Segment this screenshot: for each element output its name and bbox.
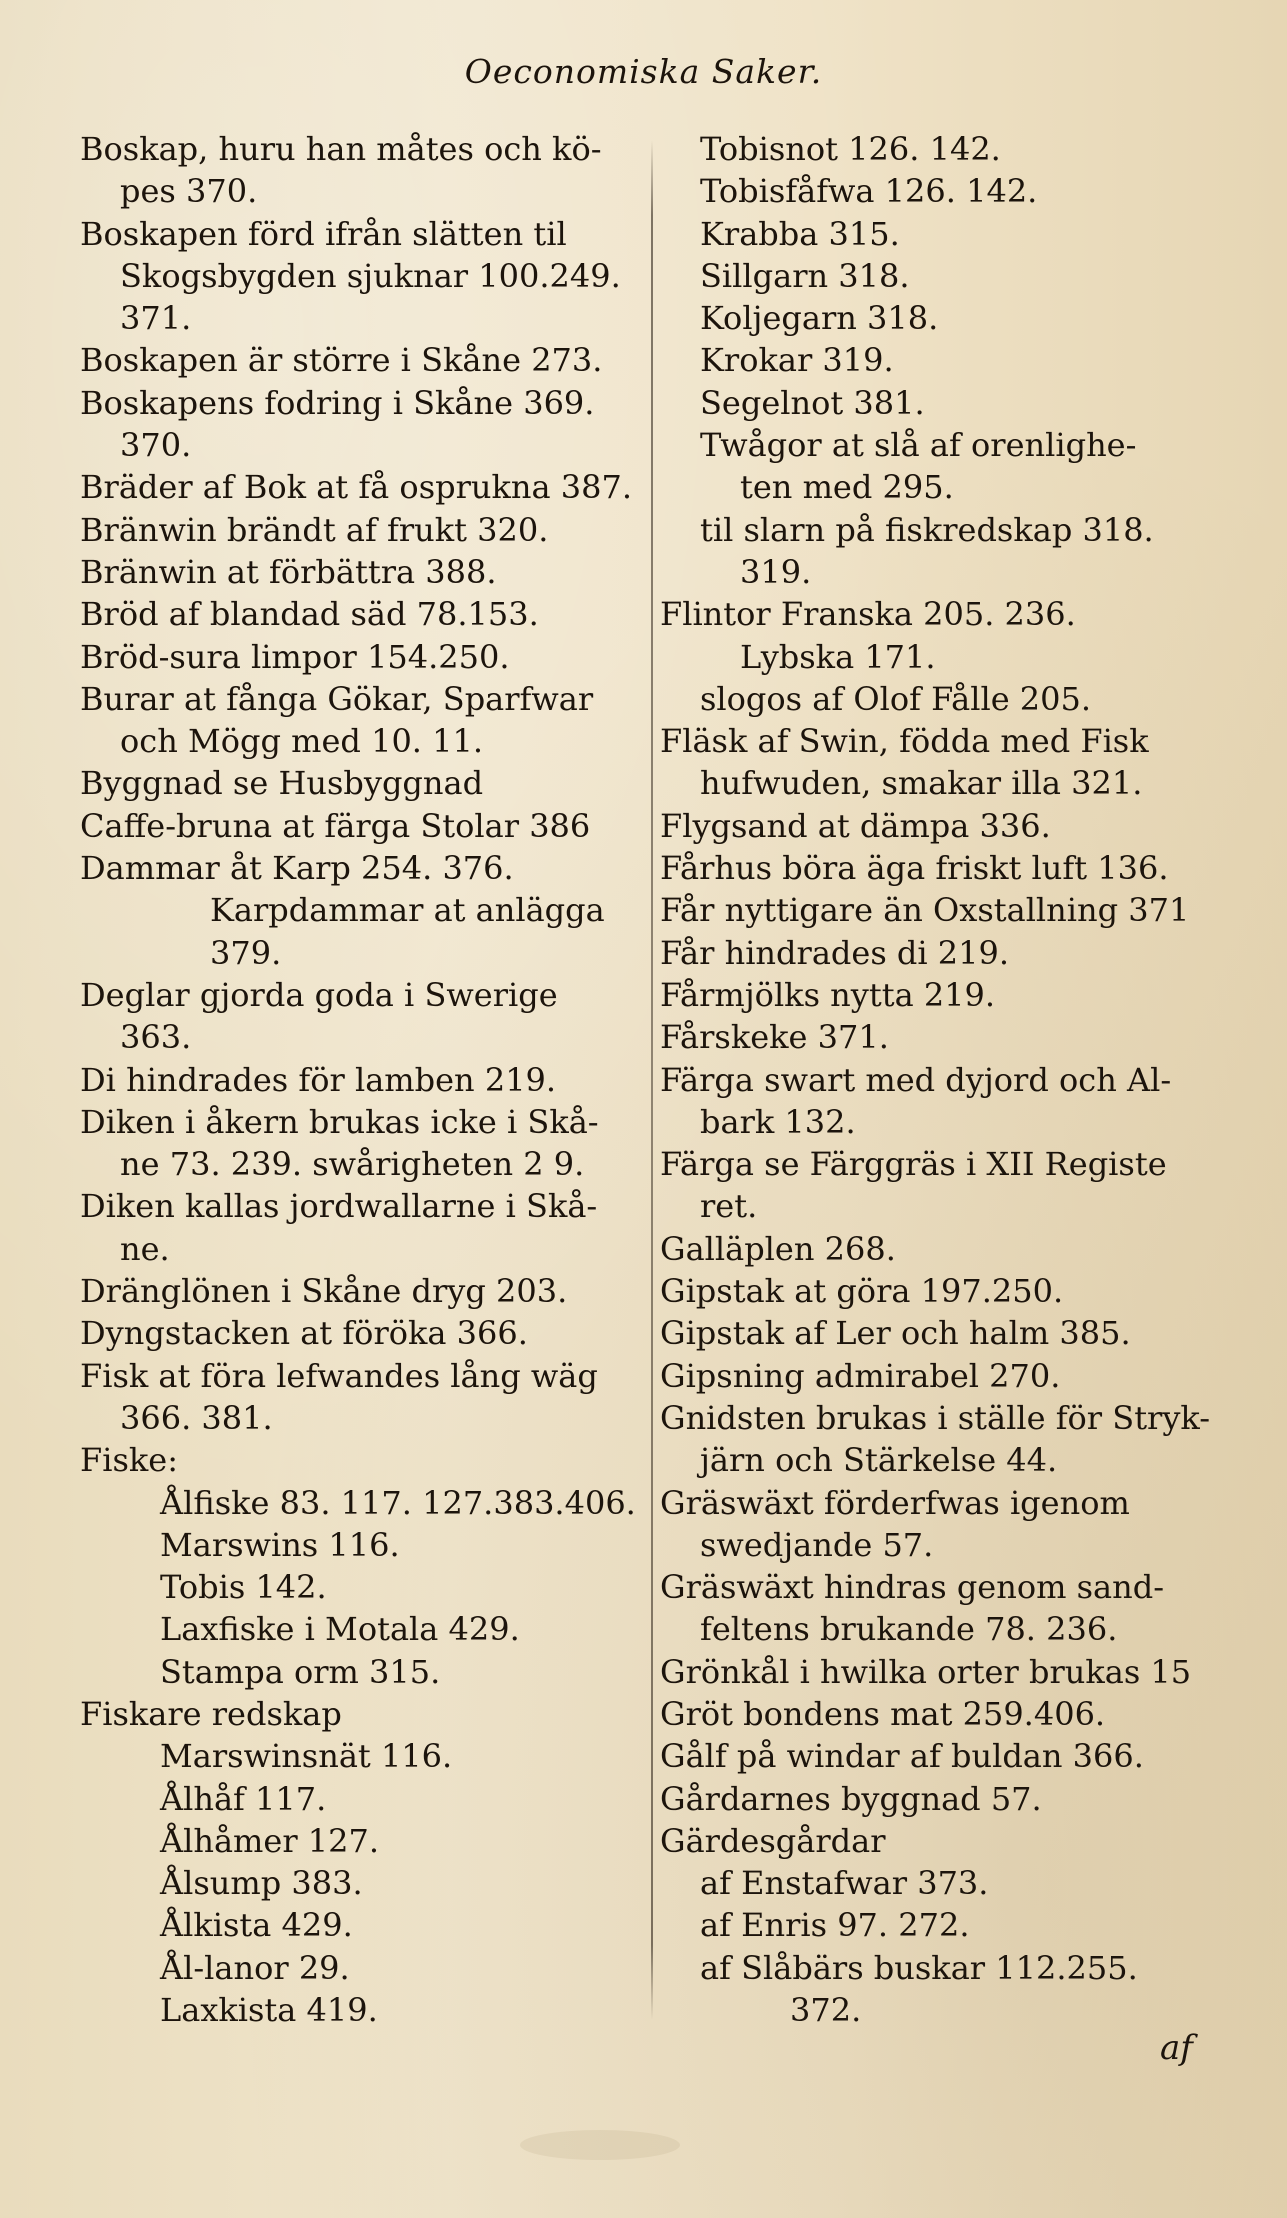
index-entry: slogos af Olof Fålle 205.	[700, 679, 1092, 718]
left-column	[80, 128, 640, 2031]
index-entry: Fiskare redskap	[80, 1694, 342, 1733]
index-entry: Gärdesgårdar	[660, 1821, 886, 1860]
index-entry: Sillgarn 318.	[700, 256, 910, 295]
index-entry: Bränwin at förbättra 388.	[80, 552, 497, 591]
index-entry: ten med 295.	[740, 468, 954, 507]
index-entry: Marswins 116.	[160, 1525, 400, 1564]
index-entry: Fläsk af Swin, födda med Fisk	[660, 722, 1149, 761]
index-entry: Gårdarnes byggnad 57.	[660, 1779, 1042, 1818]
index-entry: hufwuden, smakar illa 321.	[700, 764, 1143, 803]
index-entry: Fårhus böra äga friskt luft 136.	[660, 849, 1169, 888]
index-entry: Tobis 142.	[160, 1568, 327, 1607]
index-entry: feltens brukande 78. 236.	[700, 1610, 1118, 1649]
index-entry: Får hindrades di 219.	[660, 933, 1010, 972]
index-entry: 371.	[120, 299, 192, 338]
index-entry: Ålkista 429.	[160, 1906, 353, 1945]
index-entry: Diken kallas jordwallarne i Skå-	[80, 1187, 598, 1226]
index-entry: Krabba 315.	[700, 214, 900, 253]
index-entry: Marswinsnät 116.	[160, 1737, 453, 1776]
index-entry: Lybska 171.	[740, 637, 936, 676]
index-entry: Fiske:	[80, 1441, 178, 1480]
index-entry: Bräder af Bok at få osprukna 387.	[80, 468, 632, 507]
index-entry: Galläplen 268.	[660, 1229, 896, 1268]
index-entry: Färga se Färggräs i XII Registe	[660, 1145, 1167, 1184]
index-entry: Gipsning admirabel 270.	[660, 1356, 1061, 1395]
index-entry: Skogsbygden sjuknar 100.249.	[120, 256, 621, 295]
index-entry: Ålsump 383.	[160, 1864, 363, 1903]
index-entry: Caffe-bruna at färga Stolar 386	[80, 806, 591, 845]
index-entry: Gålf på windar af buldan 366.	[660, 1737, 1144, 1776]
index-entry: af Enris 97. 272.	[700, 1906, 970, 1945]
index-entry: 379.	[210, 933, 282, 972]
index-entry: Tobisfåfwa 126. 142.	[700, 172, 1038, 211]
index-entry: ret.	[700, 1187, 758, 1226]
right-column	[660, 128, 1245, 2031]
index-entry: Flintor Franska 205. 236.	[660, 595, 1076, 634]
index-entry: Färga swart med dyjord och Al-	[660, 1060, 1172, 1099]
index-entry: Fisk at föra lefwandes lång wäg	[80, 1356, 598, 1395]
index-entry: Bröd af blandad säd 78.153.	[80, 595, 539, 634]
index-entry: 372.	[790, 1991, 862, 2030]
index-entry: Bröd-sura limpor 154.250.	[80, 637, 510, 676]
index-entry: Dränglönen i Skåne dryg 203.	[80, 1272, 568, 1311]
index-entry: Segelnot 381.	[700, 383, 925, 422]
column-divider	[651, 140, 653, 2020]
index-entry: Byggnad se Husbyggnad	[80, 764, 484, 803]
index-entry: Gröt bondens mat 259.406.	[660, 1694, 1106, 1733]
index-entry: 366. 381.	[120, 1398, 273, 1437]
index-entry: Fårskeke 371.	[660, 1018, 889, 1057]
index-entry: Grönkål i hwilka orter brukas 15	[660, 1652, 1192, 1691]
index-entry: Karpdammar at anlägga	[210, 891, 605, 930]
index-entry: Twågor at slå af orenlighe-	[700, 426, 1137, 465]
index-entry: Di hindrades för lamben 219.	[80, 1060, 557, 1099]
index-entry: Deglar gjorda goda i Swerige	[80, 975, 558, 1014]
index-entry: Boskap, huru han måtes och kö-	[80, 130, 602, 168]
index-entry: ne 73. 239. swårigheten 2 9.	[120, 1145, 585, 1184]
index-entry: af Slåbärs buskar 112.255.	[700, 1948, 1138, 1987]
index-entry: Burar at fånga Gökar, Sparfwar	[80, 679, 594, 718]
index-entry: Boskapen är större i Skåne 273.	[80, 341, 603, 380]
index-entry: Dammar åt Karp 254. 376.	[80, 849, 514, 888]
catchword: af	[1160, 2028, 1193, 2068]
index-entry: Gipstak at göra 197.250.	[660, 1272, 1064, 1311]
index-entry: Boskapen förd ifrån slätten til	[80, 214, 567, 253]
index-entry: ne.	[120, 1229, 170, 1268]
index-entry: til slarn på fiskredskap 318.	[700, 510, 1154, 549]
index-entry: 319.	[740, 552, 812, 591]
index-entry: Gipstak af Ler och halm 385.	[660, 1314, 1131, 1353]
index-entry: Dyngstacken at föröka 366.	[80, 1314, 528, 1353]
index-entry: Koljegarn 318.	[700, 299, 939, 338]
paper-stain	[520, 2130, 680, 2160]
index-entry: Gräswäxt förderfwas igenom	[660, 1483, 1130, 1522]
index-entry: Gräswäxt hindras genom sand-	[660, 1568, 1165, 1607]
index-entry: Bränwin brändt af frukt 320.	[80, 510, 549, 549]
index-entry: Krokar 319.	[700, 341, 894, 380]
index-entry: Ålfiske 83. 117. 127.383.406.	[160, 1483, 636, 1522]
index-entry: Laxkista 419.	[160, 1991, 378, 2030]
index-entry: Gnidsten brukas i ställe för Stryk-	[660, 1398, 1211, 1437]
index-entry: 370.	[120, 426, 192, 465]
index-entry: Får nyttigare än Oxstallning 371	[660, 891, 1190, 930]
index-entry: järn och Stärkelse 44.	[700, 1441, 1058, 1480]
index-entry: Fårmjölks nytta 219.	[660, 975, 996, 1014]
index-entry: Stampa orm 315.	[160, 1652, 441, 1691]
index-entry: swedjande 57.	[700, 1525, 934, 1564]
index-entry: bark 132.	[700, 1102, 856, 1141]
index-entry: Ålhåmer 127.	[160, 1821, 380, 1860]
index-entry: Tobisnot 126. 142.	[700, 130, 1001, 168]
index-entry: Laxfiske i Motala 429.	[160, 1610, 520, 1649]
index-entry: Flygsand at dämpa 336.	[660, 806, 1051, 845]
index-entry: Diken i åkern brukas icke i Skå-	[80, 1102, 599, 1141]
index-entry: 363.	[120, 1018, 192, 1057]
running-header: Oeconomiska Saker.	[464, 52, 823, 91]
index-entry: och Mögg med 10. 11.	[120, 722, 484, 761]
index-entry: af Enstafwar 373.	[700, 1864, 989, 1903]
index-entry: Ål-lanor 29.	[160, 1948, 350, 1987]
index-entry: pes 370.	[120, 172, 258, 211]
index-entry: Ålhåf 117.	[160, 1779, 327, 1818]
index-entry: Boskapens fodring i Skåne 369.	[80, 383, 595, 422]
